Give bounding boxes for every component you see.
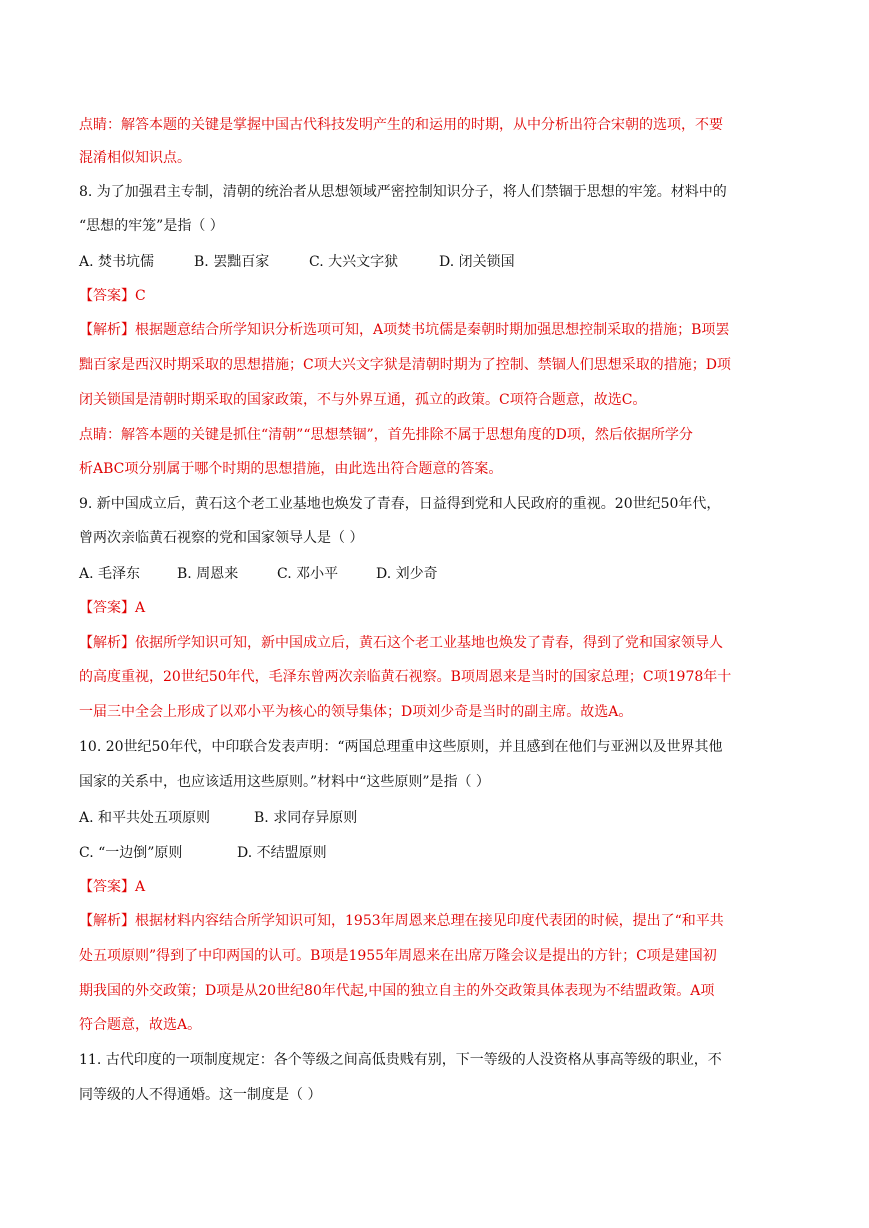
question-9-line-2: 曾两次亲临黄石视察的党和国家领导人是（ ）	[79, 530, 364, 546]
q9-option-c: C. 邓小平	[277, 566, 339, 582]
question-10-options-row-1	[79, 808, 799, 828]
q8-option-d: D. 闭关锁国	[439, 254, 515, 270]
q10-explanation-line-1: 【解析】根据材料内容结合所学知识可知，1953年周恩来总理在接见印度代表团的时候，提出了“和平共	[79, 913, 724, 929]
q9-option-b: B. 周恩来	[177, 566, 239, 582]
q8-tip-line-2: 析ABC项分别属于哪个时期的思想措施，由此选出符合题意的答案。	[79, 461, 503, 477]
q8-tip-line-1: 点睛：解答本题的关键是抓住“清朝”“思想禁锢”，首先排除不属于思想角度的D项，然后依据所学分	[79, 427, 693, 443]
question-11-line-2: 同等级的人不得通婚。这一制度是（ ）	[79, 1087, 322, 1103]
q10-option-a: A. 和平共处五项原则	[79, 810, 211, 826]
question-8-options	[79, 252, 799, 272]
q9-explanation-line-1: 【解析】依据所学知识可知，新中国成立后，黄石这个老工业基地也焕发了青春，得到了党和国家领导人	[79, 635, 723, 651]
q8-explanation-line-3: 闭关锁国是清朝时期采取的国家政策，不与外界互通，孤立的政策。C项符合题意，故选C。	[79, 392, 647, 408]
q10-explanation-line-3: 期我国的外交政策；D项是从20世纪80年代起,中国的独立自主的外交政策具体表现为不结盟政策。A项	[79, 983, 715, 999]
q10-option-c: C. “一边倒”原则	[79, 845, 183, 861]
q9-option-a: A. 毛泽东	[79, 566, 141, 582]
q9-answer: 【答案】A	[79, 600, 146, 616]
q9-explanation-line-3: 一届三中全会上形成了以邓小平为核心的领导集体；D项刘少奇是当时的副主席。故选A。	[79, 704, 633, 720]
q8-explanation-line-1: 【解析】根据题意结合所学知识分析选项可知，A项焚书坑儒是秦朝时期加强思想控制采取的措施；B项罢	[79, 322, 730, 338]
q10-option-b: B. 求同存异原则	[254, 810, 358, 826]
question-10-line-1: 10. 20世纪50年代，中印联合发表声明：“两国总理重申这些原则，并且感到在他们与亚洲以及世界其他	[79, 739, 723, 755]
q9-explanation-line-2: 的高度重视，20世纪50年代，毛泽东曾两次亲临黄石视察。B项周恩来是当时的国家总理；C项1978年十	[79, 669, 732, 685]
q8-option-a: A. 焚书坑儒	[79, 254, 155, 270]
q8-explanation-line-2: 黜百家是西汉时期采取的思想措施；C项大兴文字狱是清朝时期为了控制、禁锢人们思想采取的措施；D项	[79, 357, 731, 373]
question-10-options-row-2	[79, 843, 799, 863]
tip-q7-line-1: 点睛：解答本题的关键是掌握中国古代科技发明产生的和运用的时期，从中分析出符合宋朝的选项，不要	[79, 117, 723, 133]
q10-answer: 【答案】A	[79, 879, 146, 895]
q10-option-d: D. 不结盟原则	[237, 845, 327, 861]
q8-option-c: C. 大兴文字狱	[309, 254, 399, 270]
question-11-line-1: 11. 古代印度的一项制度规定：各个等级之间高低贵贱有别，下一等级的人没资格从事高等级的职业，不	[79, 1052, 722, 1068]
question-10-line-2: 国家的关系中，也应该适用这些原则。”材料中“这些原则”是指（ ）	[79, 774, 490, 790]
tip-q7-line-2: 混淆相似知识点。	[79, 150, 191, 166]
question-9-line-1: 9. 新中国成立后，黄石这个老工业基地也焕发了青春，日益得到党和人民政府的重视。20世纪50年代，	[79, 496, 721, 512]
question-9-options	[79, 564, 799, 584]
question-8-line-2: “思想的牢笼”是指（ ）	[79, 218, 224, 234]
q10-explanation-line-2: 处五项原则”得到了中印两国的认可。B项是1955年周恩来在出席万隆会议是提出的方针；C项是建国初	[79, 948, 717, 964]
q8-option-b: B. 罢黜百家	[194, 254, 270, 270]
q9-option-d: D. 刘少奇	[376, 566, 438, 582]
q8-answer: 【答案】C	[79, 288, 146, 304]
q10-explanation-line-4: 符合题意，故选A。	[79, 1017, 202, 1033]
question-8-line-1: 8. 为了加强君主专制，清朝的统治者从思想领域严密控制知识分子，将人们禁锢于思想的牢笼。材料中的	[79, 184, 727, 200]
